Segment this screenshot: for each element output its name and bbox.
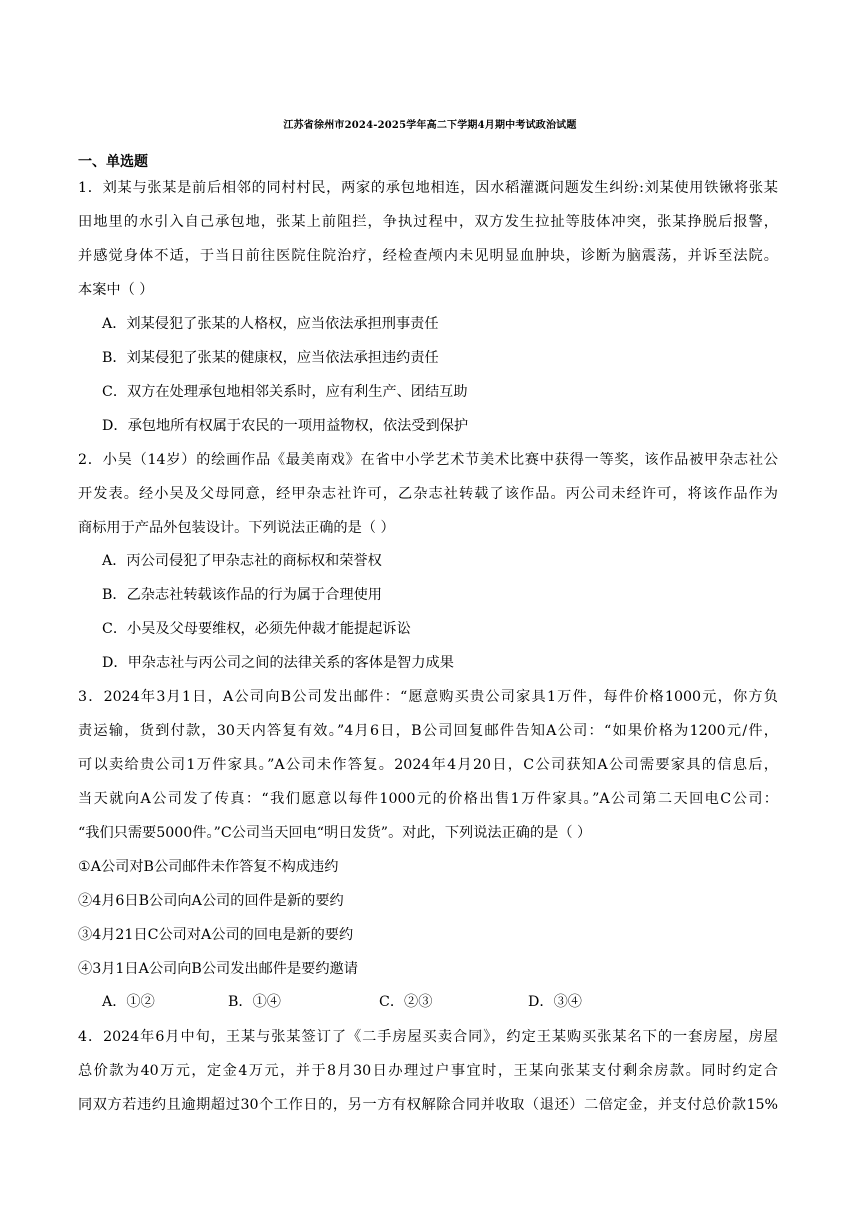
q2-text-line: 2．小吴（14岁）的绘画作品《最美南戏》在省中小学艺术节美术比赛中获得一等奖，该作品被甲杂志社公 bbox=[78, 452, 778, 468]
q4-text-line: 总价款为40万元，定金4万元，并于8月30日办理过户事宜时，王某向张某支付剩余房款。同时约定合 bbox=[78, 1063, 778, 1079]
q2-option-d: D．甲杂志社与丙公司之间的法律关系的客体是智力成果 bbox=[102, 655, 454, 671]
q4-text-line: 4．2024年6月中旬，王某与张某签订了《二手房屋买卖合同》，约定王某购买张某名下的一套房屋，房屋 bbox=[78, 1029, 778, 1045]
q2-text-line: 开发表。经小吴及父母同意，经甲杂志社许可，乙杂志社转载了该作品。丙公司未经许可，将该作品作为 bbox=[78, 486, 778, 502]
q1-text-line: 田地里的水引入自己承包地，张某上前阻拦，争执过程中，双方发生拉扯等肢体冲突，张某挣脱后报警， bbox=[78, 214, 778, 230]
q3-text-line: 责运输，货到付款，30天内答复有效。”4月6日，B公司回复邮件告知A公司：“如果价格为1200元/件， bbox=[78, 723, 778, 739]
q1-text-line: 并感觉身体不适，于当日前往医院住院治疗，经检查颅内未见明显血肿块，诊断为脑震荡，并诉至法院。 bbox=[78, 248, 778, 264]
q3-text-line: “我们只需要5000件。”C公司当天回电“明日发货”。对此，下列说法正确的是（ ） bbox=[78, 825, 592, 841]
q1-text-line: 1．刘某与张某是前后相邻的同村村民，两家的承包地相连，因水稻灌溉问题发生纠纷:刘某使用铁锹将张某 bbox=[78, 180, 778, 196]
q3-statement-2: ②4月6日B公司向A公司的回件是新的要约 bbox=[78, 893, 344, 909]
q3-option-b: B．①④ bbox=[228, 994, 281, 1010]
section-heading: 一、单选题 bbox=[78, 154, 148, 170]
q3-options-row bbox=[102, 992, 662, 1012]
q1-option-a: A．刘某侵犯了张某的人格权，应当依法承担刑事责任 bbox=[102, 316, 439, 332]
q4-text-line: 同双方若违约且逾期超过30个工作日的，另一方有权解除合同并收取（退还）二倍定金，并支付总价款15% bbox=[78, 1097, 778, 1113]
q3-option-a: A．①② bbox=[102, 994, 155, 1010]
q3-statement-1: ①A公司对B公司邮件未作答复不构成违约 bbox=[78, 859, 339, 875]
q3-text-line: 当天就向A公司发了传真：“我们愿意以每件1000元的价格出售1万件家具。”A公司第二天回电C公司： bbox=[78, 791, 778, 807]
q1-option-c: C．双方在处理承包地相邻关系时，应有利生产、团结互助 bbox=[102, 384, 468, 400]
q3-statement-3: ③4月21日C公司对A公司的回电是新的要约 bbox=[78, 927, 354, 943]
page-title: 江苏省徐州市2024-2025学年高二下学期4月期中考试政治试题 bbox=[283, 120, 577, 131]
q2-text-line: 商标用于产品外包装设计。下列说法正确的是（ ） bbox=[78, 520, 395, 536]
q3-option-d: D．③④ bbox=[528, 994, 582, 1010]
q3-statement-4: ④3月1日A公司向B公司发出邮件是要约邀请 bbox=[78, 961, 358, 977]
q1-text-line: 本案中（ ） bbox=[78, 282, 154, 298]
q2-option-a: A．丙公司侵犯了甲杂志社的商标权和荣誉权 bbox=[102, 553, 382, 569]
q2-option-b: B．乙杂志社转载该作品的行为属于合理使用 bbox=[102, 587, 382, 603]
q2-option-c: C．小吴及父母要维权，必须先仲裁才能提起诉讼 bbox=[102, 621, 411, 637]
q3-text-line: 可以卖给贵公司1万件家具。”A公司未作答复。2024年4月20日，C公司获知A公司需要家具的信息后， bbox=[78, 757, 778, 773]
q1-option-b: B．刘某侵犯了张某的健康权，应当依法承担违约责任 bbox=[102, 350, 439, 366]
q1-option-d: D．承包地所有权属于农民的一项用益物权，依法受到保护 bbox=[102, 418, 469, 434]
q3-option-c: C．②③ bbox=[379, 994, 433, 1010]
q3-text-line: 3．2024年3月1日，A公司向B公司发出邮件：“愿意购买贵公司家具1万件，每件价格1000元，你方负 bbox=[78, 689, 778, 705]
